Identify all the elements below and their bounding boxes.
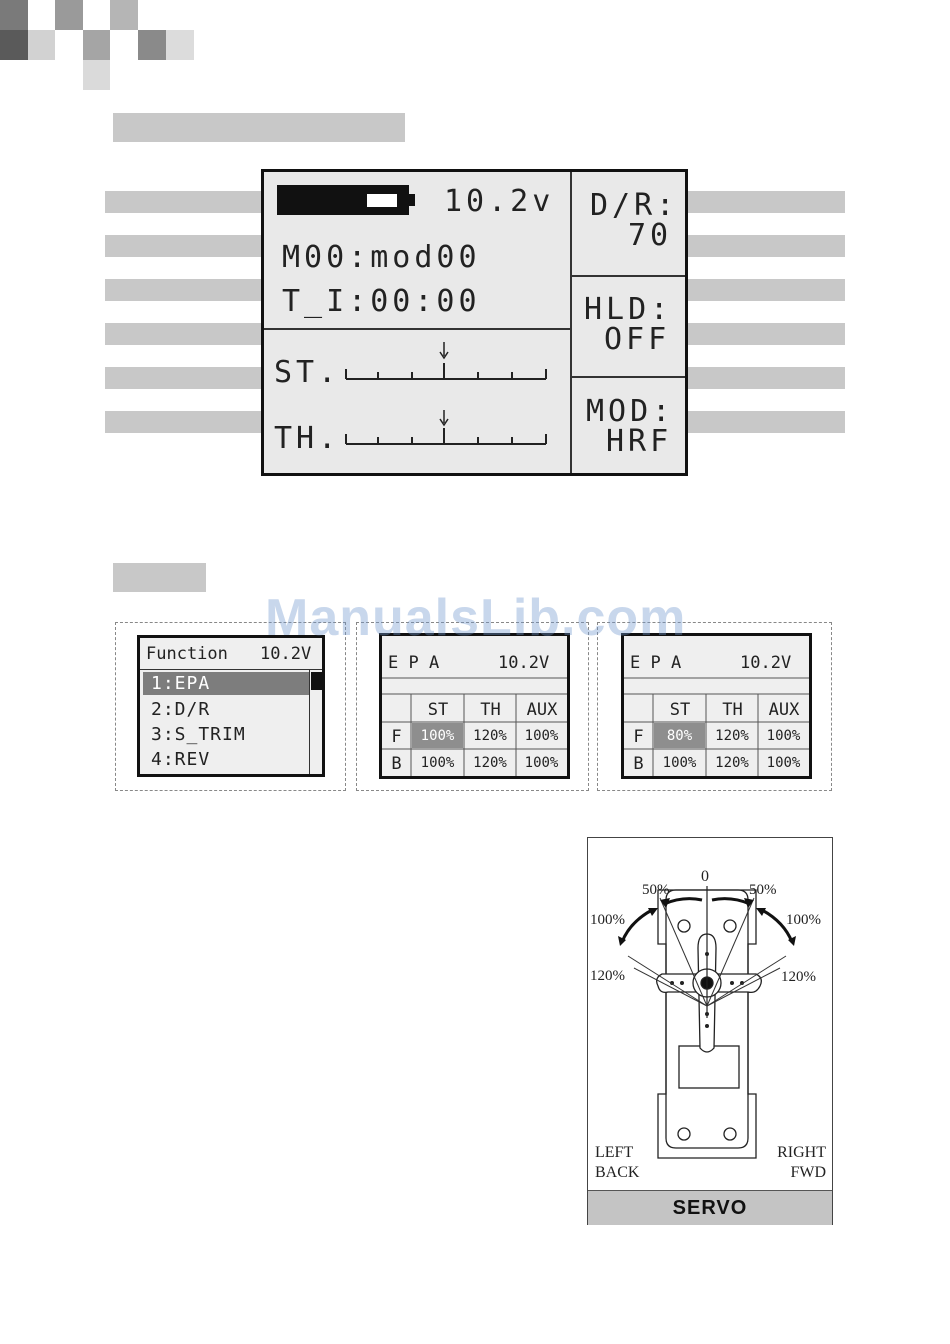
steering-label: ST.: [274, 355, 341, 390]
angle-label-right-120: 120%: [781, 969, 816, 985]
mode-value: HRF: [606, 424, 673, 459]
menu-item-rev[interactable]: 4:REV: [151, 749, 211, 770]
epa-header-aux: AUX: [526, 700, 558, 720]
callout-bar-left: [105, 367, 263, 389]
angle-label-left-100: 100%: [590, 912, 625, 928]
dr-label: D/R:: [590, 188, 679, 223]
angle-label-left-50: 50%: [642, 882, 670, 898]
epa-value-b-aux[interactable]: 100%: [766, 755, 801, 771]
callout-bar-left: [105, 279, 263, 301]
epa-header-st: ST: [427, 700, 449, 720]
servo-diagram: [587, 837, 833, 1225]
throttle-label: TH.: [274, 421, 341, 456]
epa-voltage: 10.2V: [498, 653, 550, 673]
epa-row-label-f: F: [391, 727, 402, 747]
lcd-divider-horizontal: [570, 376, 685, 378]
epa-value-f-aux[interactable]: 100%: [766, 728, 801, 744]
main-lcd-screen: [261, 169, 688, 476]
callout-bar-right: [685, 191, 845, 213]
corner-square: [28, 30, 55, 60]
epa-value-f-st[interactable]: 80%: [666, 728, 693, 744]
epa-header-aux: AUX: [768, 700, 800, 720]
epa-title: E P A: [630, 653, 682, 673]
epa-value-f-st[interactable]: 100%: [420, 728, 455, 744]
dr-value: 70: [628, 218, 673, 253]
menu-item-dr[interactable]: 2:D/R: [151, 699, 211, 720]
epa-row-label-f: F: [633, 727, 644, 747]
epa-header-th: TH: [480, 700, 501, 720]
lcd-divider-horizontal: [570, 275, 685, 277]
voltage-readout: 10.2v: [444, 184, 555, 219]
corner-square: [55, 0, 83, 30]
right-label: RIGHT: [777, 1144, 826, 1161]
corner-square: [83, 30, 110, 60]
epa-voltage: 10.2V: [740, 653, 792, 673]
corner-square: [166, 30, 194, 60]
throttle-trim-scale: [346, 410, 546, 444]
model-line: M00:mod00: [282, 240, 481, 275]
section-heading-bar: [113, 563, 206, 592]
function-menu-divider: [140, 669, 322, 670]
corner-square: [83, 60, 110, 90]
epa-row-label-b: B: [391, 754, 402, 774]
timer-line: T_I:00:00: [282, 284, 481, 319]
callout-bar-left: [105, 411, 263, 433]
epa-value-f-th[interactable]: 120%: [473, 728, 507, 744]
menu-item-epa[interactable]: 1:EPA: [151, 673, 211, 694]
callout-bar-right: [685, 367, 845, 389]
servo-drawing: [588, 838, 832, 1190]
callout-bar-right: [685, 279, 845, 301]
section-heading-bar: [113, 113, 405, 142]
callout-bar-left: [105, 235, 263, 257]
servo-caption-bar: [588, 1190, 832, 1225]
epa-value-f-aux[interactable]: 100%: [524, 728, 559, 744]
menu-item-strim[interactable]: 3:S_TRIM: [151, 724, 246, 745]
epa-title: E P A: [388, 653, 440, 673]
back-label: BACK: [595, 1164, 640, 1181]
steering-trim-scale: [346, 342, 546, 379]
fwd-label: FWD: [790, 1164, 826, 1181]
corner-square: [110, 0, 138, 30]
servo-caption: SERVO: [672, 1197, 748, 1219]
left-label: LEFT: [595, 1144, 634, 1161]
callout-bar-right: [685, 411, 845, 433]
function-menu-voltage: 10.2V: [260, 644, 312, 664]
trim-scales: [264, 172, 570, 473]
callout-bar-right: [685, 235, 845, 257]
corner-square: [0, 0, 28, 30]
epa-row-label-b: B: [633, 754, 644, 774]
epa-value-b-st[interactable]: 100%: [420, 755, 455, 771]
corner-square: [138, 30, 166, 60]
mode-label: MOD:: [586, 394, 675, 429]
function-menu-title: Function: [146, 644, 228, 664]
epa-screen: [379, 633, 570, 779]
watermark: ManualsLib.com: [265, 589, 687, 647]
angle-label-left-120: 120%: [590, 968, 625, 984]
epa-value-b-th[interactable]: 120%: [715, 755, 749, 771]
epa-value-b-th[interactable]: 120%: [473, 755, 507, 771]
angle-label-zero: 0: [701, 868, 709, 885]
epa-value-b-st[interactable]: 100%: [662, 755, 697, 771]
callout-bar-left: [105, 191, 263, 213]
callout-bar-right: [685, 323, 845, 345]
corner-square: [0, 30, 28, 60]
lcd-divider-vertical: [570, 172, 572, 473]
epa-value-f-th[interactable]: 120%: [715, 728, 749, 744]
epa-value-b-aux[interactable]: 100%: [524, 755, 559, 771]
hold-value: OFF: [604, 322, 671, 357]
function-menu-screen: [137, 635, 325, 777]
epa-screen: [621, 633, 812, 779]
hold-label: HLD:: [584, 292, 673, 327]
callout-bar-left: [105, 323, 263, 345]
menu-scrollbar[interactable]: [309, 670, 310, 774]
epa-header-th: TH: [722, 700, 743, 720]
angle-label-right-100: 100%: [786, 912, 821, 928]
menu-scrollbar-thumb[interactable]: [311, 672, 322, 690]
epa-header-st: ST: [669, 700, 691, 720]
angle-label-right-50: 50%: [749, 882, 777, 898]
